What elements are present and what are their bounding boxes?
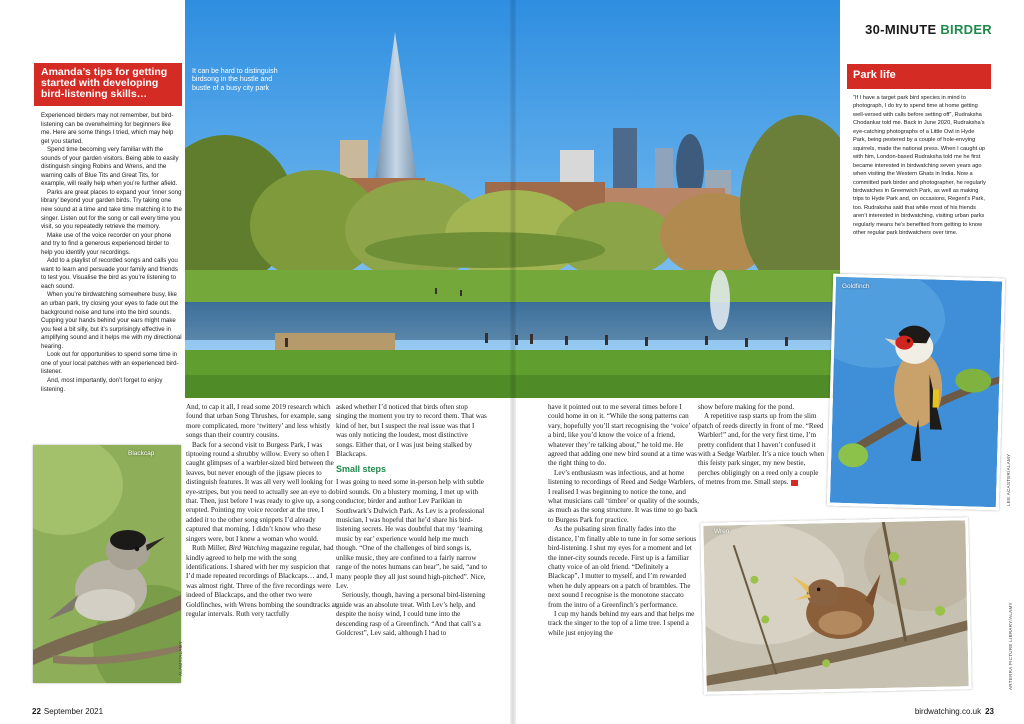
article-paragraph: And, to cap it all, I read some 2019 research which found that urban Song Thrushes, for example, sang more complicated, more ‘twittery’ and less whistly songs than their country cousins.	[186, 403, 332, 440]
end-of-article-mark	[791, 480, 798, 486]
article-text: Ruth Miller,	[192, 544, 229, 553]
park-life-box	[847, 64, 991, 269]
article-text: magazine regular, had kindly agreed to help me with the song identifications. I shared with her my suspicion that I’d made repeated recordings of Blackcaps… and, I was almost right. Three of the five recordings were indeed of Blackcaps, and the other two were Goldfinches, with Wrens bombing the soundtracks at regular intervals. Ruth very tactfully	[186, 544, 337, 618]
tips-paragraph: When you’re birdwatching somewhere busy, like an urban park, try closing your eyes to fade out the background noise and tune into the bird sounds. Cupping your hands behind your ears might make you feel a bit silly, but it’s surprisingly effective in amplifying sound and it helps me with my directional hearing.	[41, 291, 182, 350]
tips-paragraph: Spend time becoming very familiar with the sounds of your garden visitors. Being able to easily distinguish singing Robins and Wrens, and the warning calls of Blue Tits and Great Tits, for example, will really help when you’re further afield.	[41, 146, 179, 188]
article-paragraph: Lev’s enthusiasm was infectious, and at home listening to recordings of Reed and Sedge Warblers, I realised I was beginning to notice the tone, and what musicians call ‘timbre’ or quality of the sounds, as much as the song structure. It was time to go back to Burgess Park for practice.	[548, 468, 699, 524]
wren-credit: ARTERRA PICTURE LIBRARY/ALAMY	[1008, 602, 1013, 690]
page-gutter	[510, 0, 516, 724]
goldfinch-credit: LEE ACASTER/ALAMY	[1006, 453, 1011, 506]
park-life-title: Park life	[847, 64, 991, 89]
website-url: birdwatching.co.uk	[914, 707, 982, 716]
article-paragraph: show before making for the pond.	[698, 403, 795, 411]
article-paragraph: have it pointed out to me several times before I could home in on it. “While the song patterns can vary, hopefully you’ll start recognising the ‘voice’ of a bird, like you’d know the voice of a friend, whatever they’re talking about,” he told me. He agreed that adding one new bird sound at a time was the right thing to do.	[548, 403, 698, 468]
article-paragraph	[186, 544, 337, 619]
tips-paragraph: Experienced birders may not remember, but bird-listening can be overwhelming for beginners like me. Here are some things I tried, which may help get you started.	[41, 112, 174, 145]
article-column-1	[186, 403, 337, 619]
article-text: A repetitive rasp starts up from the slim patch of reeds directly in front of me. “Reed Warbler!” and, for the very first time, I’m pretty confident that I haven’t confused it with a Sedge Warbler. It’s a nice touch when this feisty park singer, my new bestie, perches obligingly on a reed only a couple of metres from me. Small steps.	[698, 412, 825, 487]
article-paragraph	[698, 412, 826, 487]
hero-caption: It can be hard to distinguish birdsong in the hustle and bustle of a busy city park	[192, 68, 278, 92]
article-paragraph: Back for a second visit to Burgess Park, I was tiptoeing round a shrubby willow. Every so often I caught glimpses of a warbler-sized bird between the leaves, but never enough of the jigsaw pieces to distinguish features. It was all very well looking for eye-stripes, but you need to actually see an eye to do that. Then, just before I was ready to give up, a song erupted. Pointing my voice recorder at the tree, I added it to the other song snippets I’d already captured that morning. I didn’t know who these singers were, but I knew a woman who would.	[186, 440, 336, 543]
article-paragraph: I was going to need some in-person help with subtle bird sounds. On a blustery morning, I met up with conductor, birder and author Lev Parikian in Southwark’s Dulwich Park. As Lev is a professional musician, I was hopeful that he’d share his bird-listening secrets. He was doubtful that my ‘learning music by ear’ experience would help me much though. “One of the challenges of bird songs is, unlike music, they are confined to a fairly narrow range of the notes humans can hear”, he said, “and to many people they all just sound high-pitched”. Nice, Lev.	[336, 478, 487, 590]
section-tag-part-a: 30-MINUTE	[865, 22, 941, 37]
wren-label: Wren	[714, 528, 730, 535]
page-number-left: 22	[32, 707, 41, 716]
article-paragraph: Seriously, though, having a personal bird-listening guide was an absolute treat. With Lev’s help, and despite the noisy wind, I could tune into the descending rasp of a Greenfinch. “And that call’s a Goldcrest”, Lev said, although I had to	[336, 591, 486, 637]
park-life-text: “If I have a target park bird species in mind to photograph, I do try to spend time at home getting well-versed with calls before setting off”, Rudraksha Chodankar told me. Back in June 2020, Rudraksha’s eye-catching photographs of a Little Owl in Hyde Park, being pestered by a couple of hole-envying squirrels, made the national press. When I caught up with him, London-based Rudraksha told me he first became interested in birdwatching seven years ago when visiting the Western Ghats in India. Now a committed park birder and photographer, he regularly birdwatches in Greenwich Park, as well as making trips to Hyde Park and, on occasions, Regent’s Park, too. Rudraksha said that while most of his friends aren’t interested in birdwatching, visiting urban parks regularly means he’s benefited from getting to know other regular park birdwatchers over time.	[853, 95, 986, 237]
tips-box	[34, 63, 182, 435]
tips-paragraph: Make use of the voice recorder on your phone and try to find a generous experienced birder to help you identify your recordings.	[41, 231, 172, 256]
goldfinch-photo	[827, 274, 1005, 511]
article-paragraph: I cup my hands behind my ears and that helps me track the singer to the top of a lime tree. I spend a while just enjoying the	[548, 609, 695, 637]
tips-paragraph: Look out for opportunities to spend some time in one of your local patches with an experienced bird-listener.	[41, 351, 179, 376]
subheading-small-steps: Small steps	[336, 464, 387, 475]
magazine-name: Bird Watching	[228, 544, 270, 553]
blackcap-credit: ALAMY/ALAMY	[178, 640, 183, 676]
article-paragraph: asked whether I’d noticed that birds often stop singing the moment you try to record them. That was kind of her, but I suspect the real issue was that I was only noticing the loudest, most distinctive songs. Either that, or I was just being stalked by Blackcaps.	[336, 403, 487, 459]
tips-paragraph: And, most importantly, don’t forget to enjoy listening.	[41, 376, 163, 393]
article-column-2	[336, 403, 487, 638]
tips-paragraph: Add to a playlist of recorded songs and calls you want to learn and persuade your family and friends to test you. Visualise the bird as you’re listening to each sound.	[41, 257, 178, 290]
section-tag	[865, 22, 992, 37]
article-column-4	[698, 403, 826, 488]
goldfinch-label: Goldfinch	[842, 283, 870, 290]
wren-photo	[700, 517, 972, 695]
article-column-3	[548, 403, 699, 638]
article-paragraph: As the pulsating siren finally fades into the distance, I’m finally able to tune in for some serious bird-listening. I shut my eyes for a moment and let the inner-city sounds recede. First up is a familiar chatty voice of an old friend. “Definitely a Blackcap”, I mutter to myself, and I’m rewarded when he duly appears on a patch of brambles. The next sound I recognise is the monotone staccato from the intro of a Greenfinch’s performance.	[548, 525, 697, 609]
page-number-right: 23	[985, 707, 994, 716]
issue-date: September 2021	[43, 707, 104, 716]
blackcap-photo	[33, 445, 181, 683]
tips-body	[34, 106, 182, 394]
page-folio-right	[915, 707, 994, 716]
section-tag-part-b: BIRDER	[940, 22, 992, 37]
tips-paragraph: Parks are great places to expand your ‘inner song library’ beyond your garden birds. Try taking one new sound at a time and take time matching it to the singer. Listen out for the song or call every time you visit, so you repeatedly retrieve the memory.	[41, 188, 182, 231]
blackcap-label: Blackcap	[128, 450, 155, 457]
page-folio-left	[32, 707, 103, 716]
tips-title: Amanda’s tips for getting started with developing bird-listening skills…	[34, 63, 182, 106]
